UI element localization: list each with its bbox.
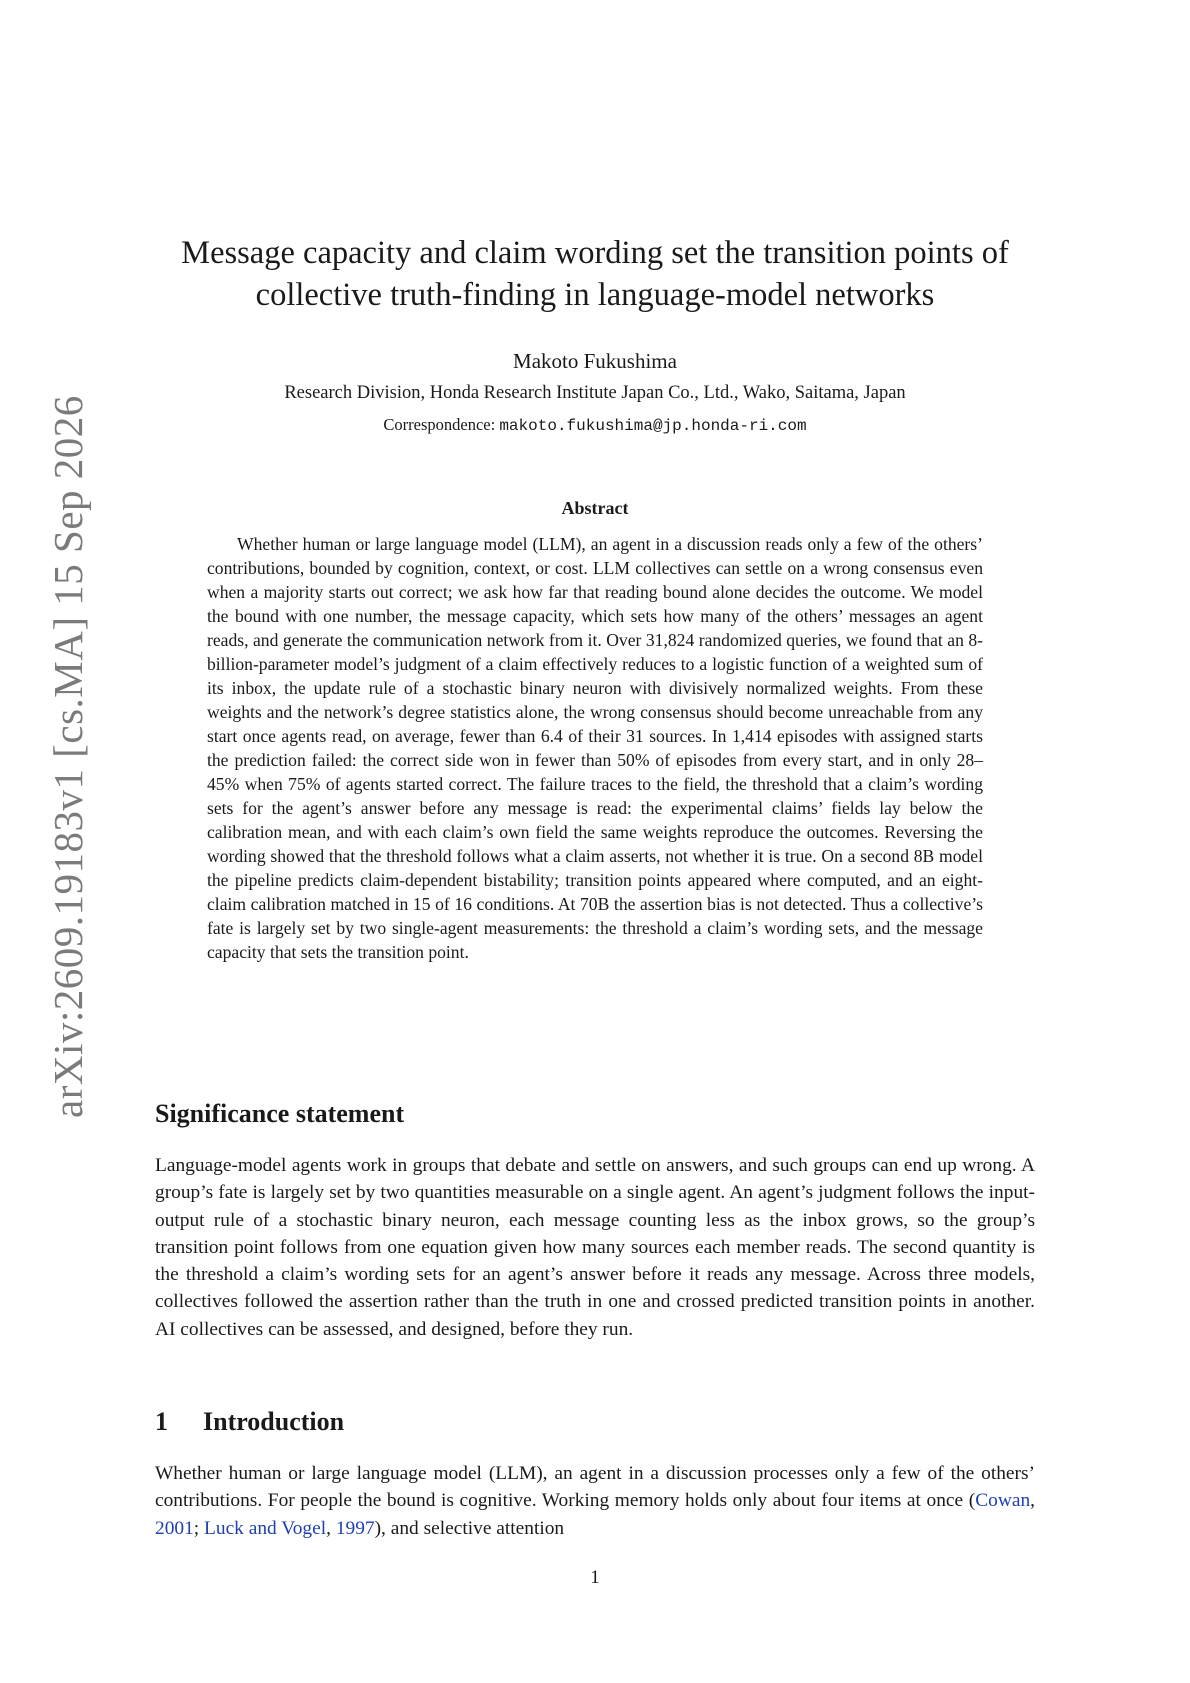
section-title: Introduction: [203, 1407, 345, 1436]
correspondence-label: Correspondence:: [383, 415, 496, 434]
citation-separator: ,: [1030, 1490, 1035, 1512]
paper-title: [120, 232, 1070, 316]
significance-heading: Significance statement: [155, 1099, 405, 1128]
author-affiliation: Research Division, Honda Research Institute Japan Co., Ltd., Wako, Saitama, Japan: [284, 383, 906, 403]
significance-text: Language-model agents work in groups that debate and settle on answers, and such groups can end up wrong. A group’s fate is largely set by two quantities measurable on a single agent. An agent’s judgment follows the input-output rule of a stochastic binary neuron, each message counting less as the inbox grows, so the group’s transition point follows from one equation given how many sources each member reads. The second quantity is the threshold a claim’s wording sets for an agent’s answer before it reads any message. Across three models, collectives followed the assertion rather than the truth in one and crossed predicted transition points in another. AI collectives can be assessed, and designed, before they run.: [155, 1155, 1035, 1340]
arxiv-identifier-stamp: arXiv:2609.19183v1 [cs.MA] 15 Sep 2026: [45, 395, 91, 1118]
citation-luck-vogel-authors[interactable]: Luck and Vogel: [204, 1517, 327, 1539]
paper-title-line-2: collective truth-finding in language-model networks: [255, 277, 935, 313]
correspondence-email[interactable]: makoto.fukushima@jp.honda-ri.com: [499, 417, 807, 435]
introduction-heading: [155, 1406, 1035, 1438]
citation-separator: ,: [326, 1517, 336, 1539]
citation-cowan-year[interactable]: 2001: [155, 1517, 194, 1539]
page-number: 1: [590, 1567, 600, 1588]
abstract-text: Whether human or large language model (LLM), an agent in a discussion reads only a few of the others’ contributions, bounded by cognition, context, or cost. LLM collectives can settle on a wrong consensus even when a majority starts out correct; we ask how far that reading bound alone decides the outcome. We model the bound with one number, the message capacity, which sets how many of the others’ messages an agent reads, and generate the communication network from it. Over 31,824 randomized queries, we found that an 8-billion-parameter model’s judgment of a claim effectively reduces to a logistic function of a weighted sum of its inbox, the update rule of a stochastic binary neuron with divisively normalized weights. From these weights and the network’s degree statistics alone, the wrong consensus should become unreachable from any start once agents read, on average, fewer than 6.4 of their 31 sources. In 1,414 episodes with assigned starts the prediction failed: the correct side won in fewer than 50% of episodes from every start, and in only 28–45% when 75% of agents started correct. The failure traces to the field, the threshold that a claim’s wording sets for the agent’s answer before any message is read: the experimental claims’ fields lay below the calibration mean, and with each claim’s own field the same weights reproduce the outcomes. Reversing the wording showed that the threshold follows what a claim asserts, not whether it is true. On a second 8B model the pipeline predicts claim-dependent bistability; transition points appeared where computed, and an eight-claim calibration matched in 15 of 16 conditions. At 70B the assertion bias is not detected. Thus a collective’s fate is largely set by two single-agent measurements: the threshold a claim’s wording sets, and the message capacity that sets the transition point.: [207, 534, 983, 962]
author-name: Makoto Fukushima: [513, 349, 677, 373]
abstract-heading: Abstract: [561, 498, 629, 518]
correspondence-line: [120, 414, 1070, 437]
introduction-text: [155, 1460, 1035, 1542]
intro-text-start: Whether human or large language model (LLM), an agent in a discussion processes only a few of the others’ contributions. For people the bound is cognitive. Working memory holds only about four items at once (: [155, 1463, 1035, 1512]
citation-semicolon: ;: [193, 1517, 205, 1539]
citation-luck-vogel-year[interactable]: 1997: [335, 1517, 375, 1539]
citation-cowan-author[interactable]: Cowan: [975, 1490, 1031, 1512]
paper-title-line-1: Message capacity and claim wording set the transition points of: [181, 235, 1009, 271]
intro-text-end: ), and selective attention: [374, 1517, 565, 1539]
section-number: 1: [155, 1407, 168, 1436]
